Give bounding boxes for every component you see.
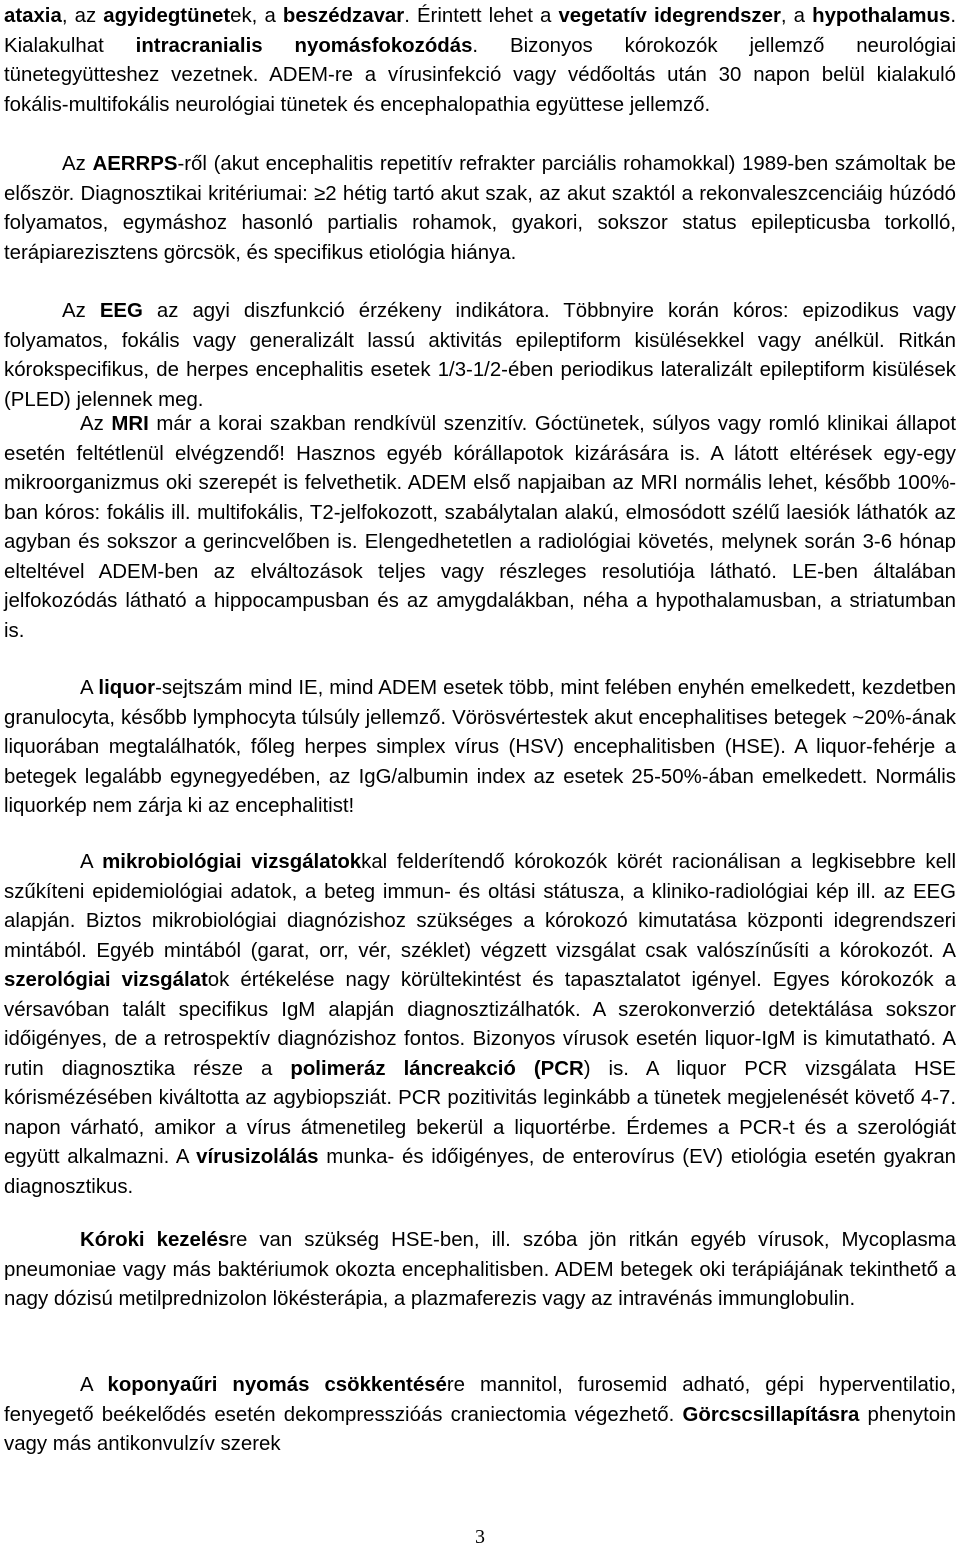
bold-term: intracranialis nyomásfokozódás — [135, 34, 473, 57]
paragraph-microbiology — [4, 848, 956, 1202]
text-run: . Kialakulhat — [4, 5, 957, 57]
bold-term: ataxia — [4, 5, 62, 27]
text-run: , az — [61, 5, 104, 27]
bold-term: vírusizolálás — [196, 1146, 319, 1168]
paragraph-liquor — [4, 674, 956, 822]
text-run: re mannitol, furosemid adható, gépi hyperventilatio, fenyegető beékelődés esetén dekompresszióás craniectomia végezhető. — [4, 1374, 956, 1426]
text-run: ) is. A liquor PCR vizsgálata HSE kórismézésében kiváltotta az agybiopsziát. PCR pozitivitás leginkább a tünetek megjelenését követő 4-7. napon várható, amikor a vírus átmenetileg bekerül a liquortérbe. Érdemes a PCR-t és a szerológiát együtt alkalmazni. A — [4, 1057, 957, 1168]
paragraph-symptoms — [4, 2, 956, 120]
text-run: -ről (akut encephalitis repetitív refrakter parciális rohamokkal) 1989-ben számoltak be először. Diagnosztikai kritériumai: ≥2 hétig tartó akut szak, az akut szaktól a rekonvaleszcenciáig húzódó folyamatos, egymáshoz hasonló partialis rohamok, gyakori, sokszor status epilepticusba torkolló, terápiarezisztens görcsök, és specifikus etiológia hiánya. — [4, 153, 956, 264]
text-run: . Érintett lehet a — [404, 5, 559, 27]
bold-term: vegetatív idegrendszer — [558, 5, 781, 27]
bold-term: koponyaűri nyomás csökkentésé — [107, 1374, 447, 1396]
text-run: -sejtszám mind IE, mind ADEM esetek több, mint felében enyhén emelkedett, kezdetben granulocyta, később lymphocyta túlsúly jellemző. Vörösvértestek akut encephalitises betegek ~20%-ának liquorában megtalálhatók, főleg herpes simplex vírus (HSV) encephalitisben (HSE). A liquor-fehérje a betegek legalább egynegyedében, az IgG/albumin index az esetek 25-50%-ában emelkedett. Normális liquorkép nem zárja ki az encephalitist! — [4, 677, 956, 817]
paragraph-mri — [4, 410, 956, 646]
text-run: ok értékelése nagy körültekintést és tapasztalatot igényel. Egyes kórokozók a vérsavóban talált specifikus IgM alapján diagnosztizálhatók. A szerokonverzió detektálása sokszor időigényes, de a retrospektív diagnózishoz fontos. Bizonyos vírusok esetén liquor-IgM is kimutatható. A rutin diagnosztika része a — [4, 969, 956, 1080]
text-run: A — [80, 1374, 108, 1396]
text-run: , a — [780, 5, 813, 27]
paragraph-aerrps — [4, 150, 956, 268]
bold-term: AERRPS — [92, 153, 178, 175]
text-run: munka- és időigényes, de enterovírus (EV) etiológia esetén gyakran diagnosztikus. — [4, 1146, 957, 1198]
bold-term: mikrobiológiai vizsgálatok — [102, 851, 362, 873]
paragraph-pressure-reduction — [4, 1371, 956, 1460]
text-run: Az — [80, 413, 112, 435]
page-number: 3 — [475, 1526, 485, 1548]
bold-term: beszédzavar — [282, 5, 405, 27]
text-run: ek, a — [230, 5, 283, 27]
text-run: Az — [62, 300, 100, 322]
bold-term: szerológiai vizsgálat — [4, 969, 208, 991]
text-run: kal felderítendő kórokozók körét racionálisan a legkisebbre kell szűkíteni epidemiológiai adatok, a beteg immun- és oltási státusza, a kliniko-radiológiai kép ill. az EEG alapján. Biztos mikrobiológiai diagnózishoz szükséges a kórokozó kimutatása központi idegrendszeri mintából. Egyéb mintából (garat, orr, vér, széklet) végzett vizsgálat csak valószínűsíti a kórokozót. A — [4, 851, 957, 962]
text-run: re van szükség HSE-ben, ill. szóba jön ritkán egyéb vírusok, Mycoplasma pneumoniae vagy más baktériumok okozta encephalitisben. ADEM betegek oki terápiájának tekinthető a nagy dózisú metilprednizolon lökésterápia, a plazmaferezis vagy az intravénás immunglobulin. — [4, 1229, 956, 1310]
bold-term: Görcscsillapításra — [682, 1403, 860, 1426]
text-run: már a korai szakban rendkívül szenzitív. Góctünetek, súlyos vagy romló klinikai állapot esetén feltétlenül elvégzendő! Hasznos egyéb kórállapotok kizárására is. A látott eltérések egy-egy mikroorganizmus oki szerepét is felvethetik. ADEM első napjaiban az MRI normális lehet, később 100%-ban kóros: fokális ill. multifokális, T2-jelfokozott, szabálytalan alakú, elmosódott szélű laesiók láthatók az agyban és sokszor a gerincvelőben is. Elengedhetetlen a radiológiai követés, melynek során 3-6 hónap elteltével ADEM-ben az elváltozások teljes vagy részleges resolutiója látható. LE-ben általában jelfokozódás látható a hippocampusban és az amygdalákban, néha a hypothalamusban, a striatumban is. — [4, 413, 956, 642]
text-run: . Bizonyos kórokozók jellemző neurológiai tünetegyütteshez vezetnek. ADEM-re a vírusinfekció vagy védőoltás után 30 napon belül kialakuló fokális-multifokális neurológiai tünetek és encephalopathia együttese jellemző. — [4, 34, 956, 116]
bold-term: agyidegtünet — [103, 5, 231, 27]
text-run: Az — [62, 153, 93, 175]
bold-term: polimeráz láncreakció (PCR — [290, 1057, 584, 1080]
bold-term: EEG — [99, 300, 143, 322]
bold-term: hypothalamus — [812, 5, 951, 27]
paragraph-causal-treatment — [4, 1226, 956, 1315]
text-run: A — [80, 851, 103, 873]
text-run: az agyi diszfunkció érzékeny indikátora. Többnyire korán kóros: epizodikus vagy folyamatos, fokális vagy generalizált lassú aktivitás epileptiform kisülésekkel vagy anélkül. Ritkán kórokspecifikus, de herpes encephalitis esetek 1/3-1/2-ében periodikus lateralizált epileptiform kisülések (PLED) jelennek meg. — [4, 300, 956, 411]
bold-term: Kóroki kezelés — [80, 1229, 230, 1251]
paragraph-eeg — [4, 297, 956, 415]
text-run: phenytoin vagy más antikonvulzív szerek — [4, 1403, 956, 1455]
text-run: A — [80, 677, 99, 699]
bold-term: MRI — [111, 413, 149, 435]
bold-term: liquor — [98, 677, 156, 699]
